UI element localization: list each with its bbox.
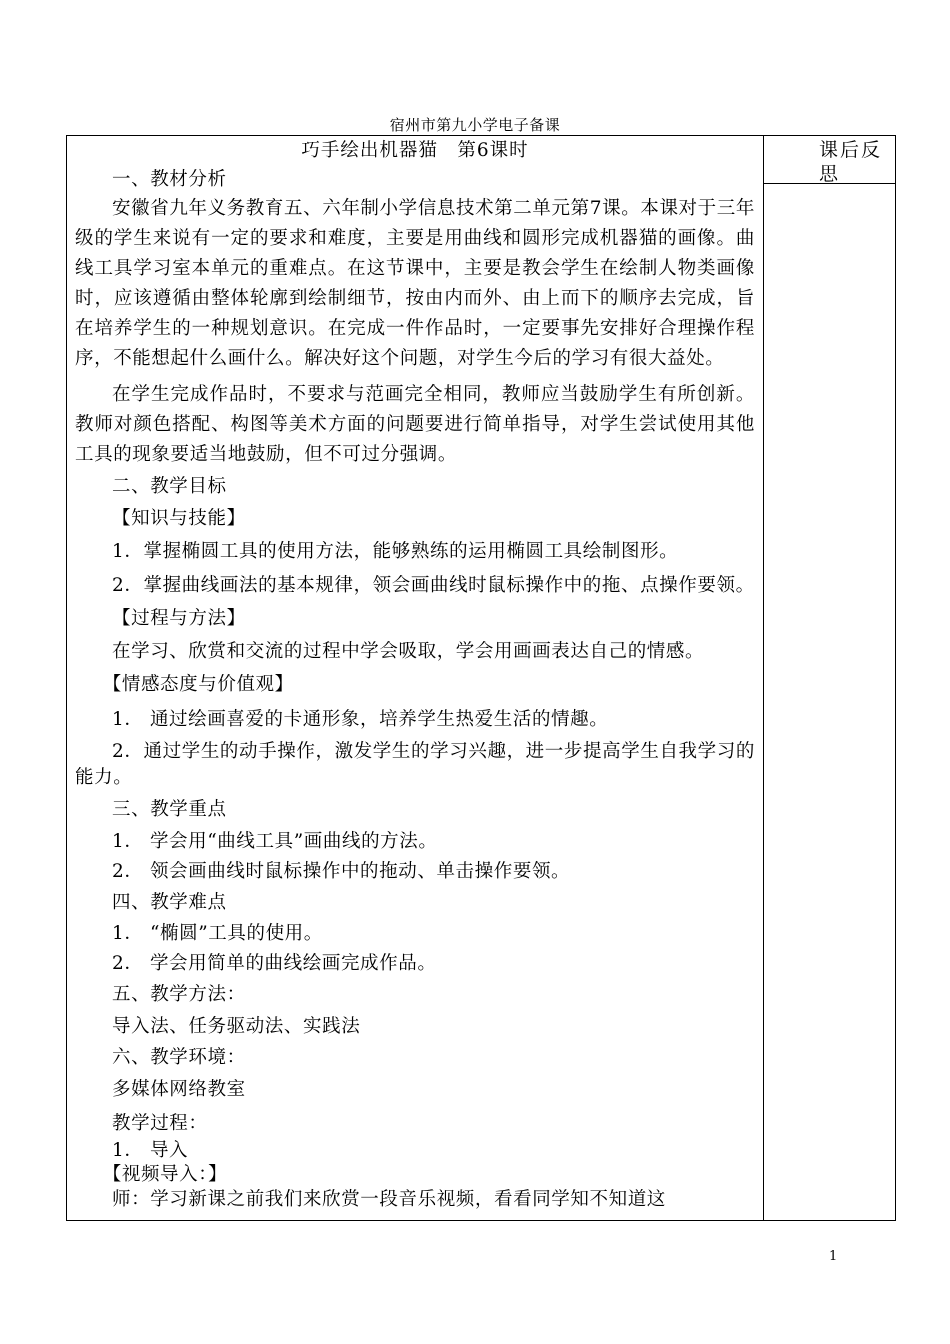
teaching-process-title: 教学过程： <box>112 1113 208 1134</box>
key-point-1: 1． 学会用“曲线工具”画曲线的方法。 <box>112 831 438 852</box>
step-1-import: 1． 导入 <box>112 1140 189 1161</box>
section-heading-environment: 六、教学环境： <box>112 1047 246 1068</box>
section-heading-difficulties: 四、教学难点 <box>112 892 227 913</box>
reflection-cell <box>764 136 895 1220</box>
knowledge-heading: 【知识与技能】 <box>112 508 246 529</box>
key-point-2: 2． 领会画曲线时鼠标操作中的拖动、单击操作要领。 <box>112 861 571 882</box>
section-heading-methods: 五、教学方法： <box>112 984 246 1005</box>
page-header-title: 宿州市第九小学电子备课 <box>389 116 561 134</box>
lesson-title: 巧手绘出机器猫 第6课时 <box>301 140 529 161</box>
teacher-line: 师：学习新课之前我们来欣赏一段音乐视频，看看同学知不知道这 <box>112 1189 666 1210</box>
methods-text: 导入法、任务驱动法、实践法 <box>112 1016 361 1037</box>
lesson-content <box>67 136 763 1213</box>
section-heading-goals: 二、教学目标 <box>112 476 227 497</box>
process-item-1: 在学习、欣赏和交流的过程中学会吸取，学会用画画表达自己的情感。 <box>112 641 705 662</box>
material-paragraph-2: 在学生完成作品时，不要求与范画完全相同，教师应当鼓励学生有所创新。教师对颜色搭配、构图等美术方面的问题要进行简单指导，对学生尝试使用其他工具的现象要适当地鼓励，但不可过分强调。 <box>75 384 755 465</box>
knowledge-item-2: 2．掌握曲线画法的基本规律，领会画曲线时鼠标操作中的拖、点操作要领。 <box>112 575 755 596</box>
video-import-heading: 【视频导入：】 <box>102 1164 228 1185</box>
section-heading-key-points: 三、教学重点 <box>112 799 227 820</box>
emotion-item-1: 1． 通过绘画喜爱的卡通形象，培养学生热爱生活的情趣。 <box>112 709 609 730</box>
lesson-table <box>66 136 896 1221</box>
environment-text: 多媒体网络教室 <box>112 1079 246 1100</box>
emotion-item-2: 2．通过学生的动手操作，激发学生的学习兴趣，进一步提高学生自我学习的能力。 <box>75 741 755 788</box>
emotion-heading: 【情感态度与价值观】 <box>102 674 294 695</box>
section-heading-material: 一、教材分析 <box>112 169 227 190</box>
difficulty-2: 2． 学会用简单的曲线绘画完成作品。 <box>112 953 437 974</box>
process-heading: 【过程与方法】 <box>112 608 246 629</box>
material-paragraph-1: 安徽省九年义务教育五、六年制小学信息技术第二单元第7课。本课对于三年级的学生来说有一定的要求和难度，主要是用曲线和圆形完成机器猫的画像。曲线工具学习室本单元的重难点。在这节课中，主要是教会学生在绘制人物类画像时，应该遵循由整体轮廓到绘制细节，按由内而外、由上而下的顺序去完成，旨在培养学生的一种规划意识。在完成一件作品时，一定要事先安排好合理操作程序，不能想起什么画什么。解决好这个问题，对学生今后的学习有很大益处。 <box>75 198 755 369</box>
main-content-cell <box>67 136 764 1220</box>
knowledge-item-1: 1．掌握椭圆工具的使用方法，能够熟练的运用椭圆工具绘制图形。 <box>112 541 679 562</box>
reflection-title: 课后反思 <box>764 136 895 184</box>
page-number: 1 <box>829 1249 838 1264</box>
difficulty-1: 1． “椭圆”工具的使用。 <box>112 923 323 944</box>
